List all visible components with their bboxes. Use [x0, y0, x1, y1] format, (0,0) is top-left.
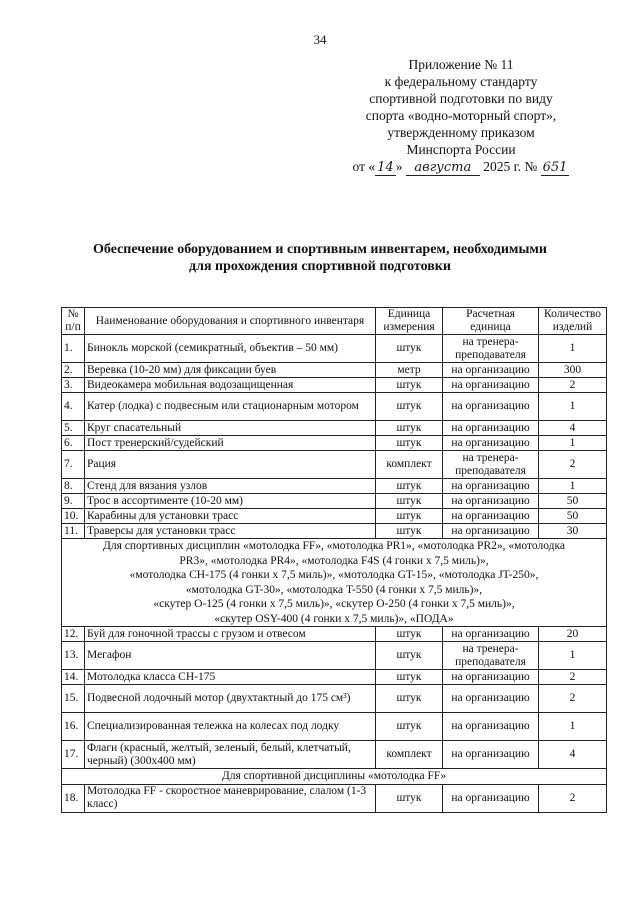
- table-row: [62, 451, 607, 479]
- cell-num: 18.: [62, 784, 85, 812]
- cell-name: Траверсы для установки трасс: [85, 524, 376, 539]
- cell-name: Катер (лодка) с подвесным или стационарным мотором: [85, 393, 376, 421]
- section-header-motorboats: [62, 539, 607, 627]
- cell-name: Карабины для установки трасс: [85, 509, 376, 524]
- table-row: [62, 685, 607, 713]
- cell-name: Мотолодка класса СН-175: [85, 670, 376, 685]
- cell-name: Стенд для вязания узлов: [85, 479, 376, 494]
- cell-qty: 1: [539, 436, 607, 451]
- cell-unit: комплект: [376, 741, 443, 769]
- table-row: [62, 393, 607, 421]
- handwritten-day: 14: [377, 160, 394, 175]
- cell-num: 17.: [62, 741, 85, 769]
- cell-unit: штук: [376, 670, 443, 685]
- cell-num: 4.: [62, 393, 85, 421]
- table-header-row: [62, 308, 607, 335]
- cell-qty: 2: [539, 378, 607, 393]
- cell-calc: на организацию: [443, 378, 539, 393]
- cell-num: 10.: [62, 509, 85, 524]
- section-line: «мотолодка CH-175 (4 гонки х 7,5 миль)», «мотолодка GT-15», «мотолодка JT-250»,: [129, 569, 539, 581]
- cell-calc: на организацию: [443, 421, 539, 436]
- section-line: PR3», «мотолодка PR4», «мотолодка F4S (4 гонки х 7,5 миль)»,: [179, 554, 489, 567]
- table-body-general: [62, 335, 607, 539]
- table-row: [62, 642, 607, 670]
- cell-calc: на организацию: [443, 436, 539, 451]
- section-header-row: [62, 769, 607, 785]
- cell-unit: штук: [376, 713, 443, 741]
- table-row: [62, 335, 607, 363]
- cell-calc: на организацию: [443, 494, 539, 509]
- cell-num: 2.: [62, 363, 85, 378]
- cell-unit: штук: [376, 685, 443, 713]
- cell-num: 13.: [62, 642, 85, 670]
- cell-name: Круг спасательный: [85, 421, 376, 436]
- cell-qty: 2: [539, 784, 607, 812]
- cell-calc: на организацию: [443, 713, 539, 741]
- cell-name: Специализированная тележка на колесах под лодку: [85, 713, 376, 741]
- cell-unit: штук: [376, 421, 443, 436]
- table-row: [62, 494, 607, 509]
- cell-name: Пост тренерский/судейский: [85, 436, 376, 451]
- cell-unit: штук: [376, 784, 443, 812]
- table-row: [62, 509, 607, 524]
- table-row: [62, 479, 607, 494]
- table-section-2: [62, 769, 607, 785]
- header-qty: Количество изделий: [539, 308, 607, 335]
- date-prefix: от «: [352, 159, 376, 174]
- table-row: [62, 421, 607, 436]
- cell-name: Подвесной лодочный мотор (двухтактный до 175 см³): [85, 685, 376, 713]
- order-date-line: [330, 158, 592, 176]
- page-number: 34: [313, 32, 327, 47]
- cell-calc: на организацию: [443, 784, 539, 812]
- section-header-row: [62, 539, 607, 627]
- cell-name: Веревка (10-20 мм) для фиксации буев: [85, 363, 376, 378]
- cell-num: 5.: [62, 421, 85, 436]
- cell-name: Видеокамера мобильная водозащищенная: [85, 378, 376, 393]
- cell-qty: 1: [539, 393, 607, 421]
- cell-calc: на организацию: [443, 627, 539, 642]
- header-num: № п/п: [62, 308, 85, 335]
- cell-qty: 50: [539, 509, 607, 524]
- cell-calc: на организацию: [443, 393, 539, 421]
- appendix-line: Минспорта России: [406, 142, 516, 157]
- cell-calc: на организацию: [443, 509, 539, 524]
- appendix-line: утвержденному приказом: [387, 125, 535, 140]
- cell-num: 15.: [62, 685, 85, 713]
- cell-num: 9.: [62, 494, 85, 509]
- cell-calc: на организацию: [443, 685, 539, 713]
- cell-num: 12.: [62, 627, 85, 642]
- table-body-section-2: [62, 784, 607, 812]
- section-line: «скутер OSY-400 (4 гонки х 7,5 миль)», «ПОДА»: [214, 612, 454, 625]
- appendix-line: спортивной подготовки по виду: [369, 91, 553, 106]
- cell-name: Мотолодка FF - скоростное маневрирование, слалом (1-3 класс): [85, 784, 376, 812]
- header-unit: Единица измерения: [376, 308, 443, 335]
- appendix-line: к федеральному стандарту: [384, 74, 538, 89]
- cell-unit: штук: [376, 479, 443, 494]
- cell-qty: 30: [539, 524, 607, 539]
- cell-calc: на организацию: [443, 670, 539, 685]
- section-line: «мотолодка GT-30», «мотолодка T-550 (4 гонки х 7,5 миль)»,: [185, 583, 483, 596]
- cell-unit: штук: [376, 436, 443, 451]
- cell-num: 11.: [62, 524, 85, 539]
- cell-unit: метр: [376, 363, 443, 378]
- table-row: [62, 524, 607, 539]
- appendix-line: Приложение № 11: [408, 57, 514, 72]
- header-calc: Расчетная единица: [443, 308, 539, 335]
- cell-name: Рация: [85, 451, 376, 479]
- cell-calc: на организацию: [443, 524, 539, 539]
- section-line: «скутер O-125 (4 гонки х 7,5 миль)», «скутер O-250 (4 гонки х 7,5 миль)»,: [153, 598, 515, 610]
- cell-name: Буй для гоночной трассы с грузом и отвесом: [85, 627, 376, 642]
- equipment-table: [61, 307, 607, 813]
- cell-qty: 50: [539, 494, 607, 509]
- handwritten-order-number: 651: [542, 160, 568, 175]
- cell-qty: 2: [539, 670, 607, 685]
- cell-qty: 4: [539, 741, 607, 769]
- title-line: для прохождения спортивной подготовки: [189, 259, 451, 274]
- cell-unit: штук: [376, 393, 443, 421]
- table-row: [62, 670, 607, 685]
- cell-qty: 2: [539, 685, 607, 713]
- cell-qty: 1: [539, 479, 607, 494]
- cell-num: 3.: [62, 378, 85, 393]
- table-body-section-1: [62, 627, 607, 769]
- title-line: Обеспечение оборудованием и спортивным инвентарем, необходимыми: [93, 242, 547, 257]
- table-row: [62, 378, 607, 393]
- section-header-ff: Для спортивной дисциплины «мотолодка FF»: [62, 769, 607, 785]
- cell-unit: комплект: [376, 451, 443, 479]
- date-year: 2025 г. №: [483, 159, 538, 174]
- cell-qty: 1: [539, 335, 607, 363]
- cell-unit: штук: [376, 524, 443, 539]
- cell-qty: 20: [539, 627, 607, 642]
- cell-qty: 2: [539, 451, 607, 479]
- cell-name: Трос в ассортименте (10-20 мм): [85, 494, 376, 509]
- table-section-1: [62, 539, 607, 627]
- cell-unit: штук: [376, 627, 443, 642]
- cell-unit: штук: [376, 378, 443, 393]
- cell-num: 14.: [62, 670, 85, 685]
- cell-num: 16.: [62, 713, 85, 741]
- cell-num: 1.: [62, 335, 85, 363]
- cell-calc: на организацию: [443, 741, 539, 769]
- appendix-block: [330, 56, 592, 176]
- cell-qty: 4: [539, 421, 607, 436]
- cell-calc: на тренера-преподавателя: [443, 451, 539, 479]
- cell-name: Мегафон: [85, 642, 376, 670]
- cell-calc: на тренера-преподавателя: [443, 335, 539, 363]
- cell-unit: штук: [376, 494, 443, 509]
- table-row: [62, 627, 607, 642]
- cell-qty: 300: [539, 363, 607, 378]
- table-row: [62, 741, 607, 769]
- cell-qty: 1: [539, 642, 607, 670]
- header-name: Наименование оборудования и спортивного инвентаря: [85, 308, 376, 335]
- cell-unit: штук: [376, 642, 443, 670]
- handwritten-month: августа: [406, 161, 480, 176]
- cell-unit: штук: [376, 335, 443, 363]
- cell-num: 6.: [62, 436, 85, 451]
- section-line: Для спортивных дисциплин «мотолодка FF», «мотолодка PR1», «мотолодка PR2», «мотолодка: [102, 540, 565, 552]
- cell-calc: на организацию: [443, 363, 539, 378]
- date-mid: »: [395, 159, 403, 174]
- cell-num: 7.: [62, 451, 85, 479]
- document-title: [40, 241, 600, 275]
- table-row: [62, 713, 607, 741]
- table-row: [62, 784, 607, 812]
- cell-num: 8.: [62, 479, 85, 494]
- appendix-line: спорта «водно-моторный спорт»,: [365, 108, 557, 123]
- cell-name: Бинокль морской (семикратный, объектив – 50 мм): [85, 335, 376, 363]
- cell-qty: 1: [539, 713, 607, 741]
- cell-calc: на тренера-преподавателя: [443, 642, 539, 670]
- cell-name: Флаги (красный, желтый, зеленый, белый, клетчатый, черный) (300x400 мм): [85, 741, 376, 769]
- table-row: [62, 436, 607, 451]
- table-row: [62, 363, 607, 378]
- cell-calc: на организацию: [443, 479, 539, 494]
- cell-unit: штук: [376, 509, 443, 524]
